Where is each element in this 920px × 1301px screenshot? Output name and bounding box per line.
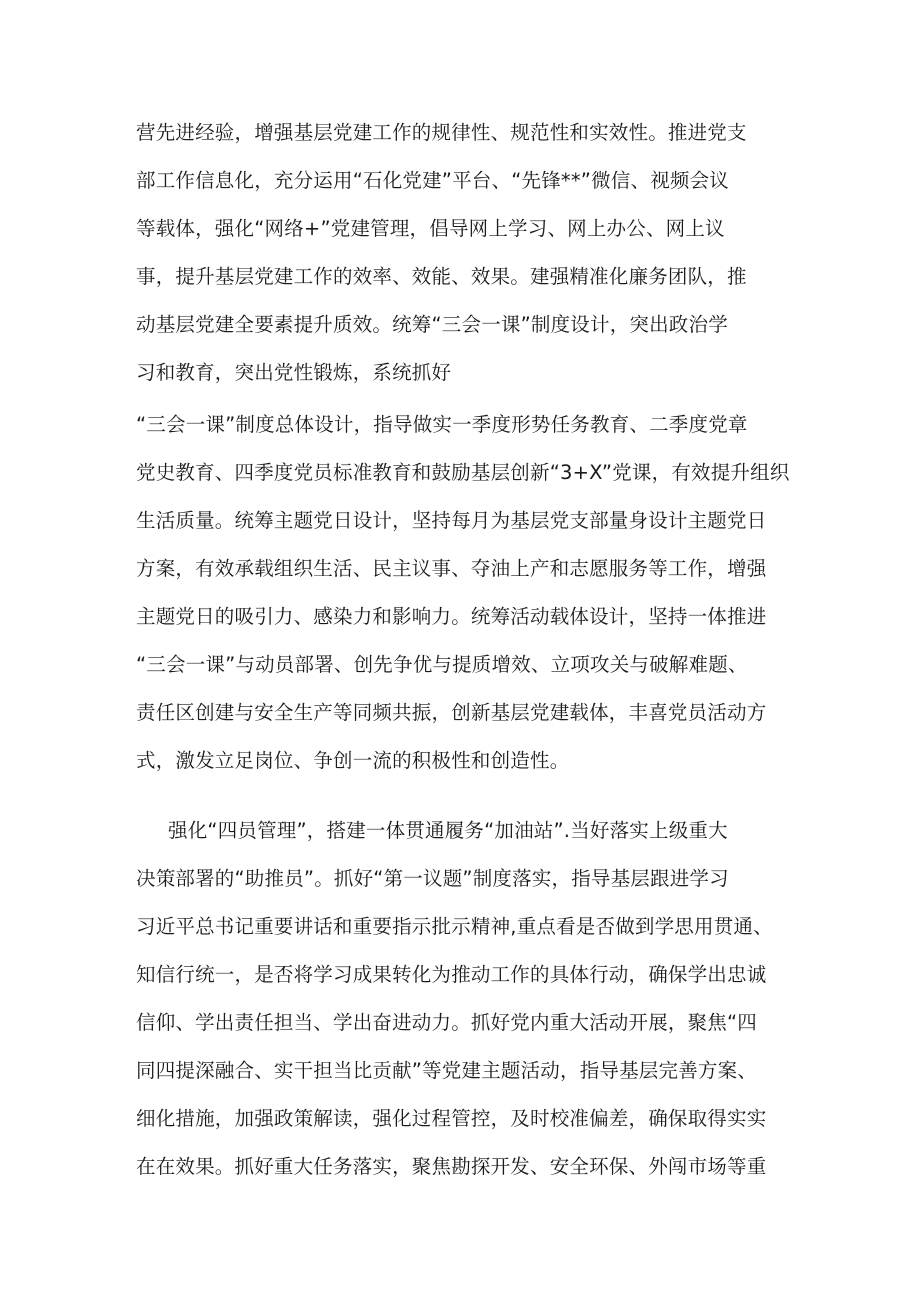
text-line: 信仰、学出责任担当、学出奋进动力。抓好党内重大活动开展，聚焦“四 — [136, 1011, 758, 1034]
text-line: 习和教育，突出党性锻炼，系统抓好 — [136, 361, 452, 384]
text-line: 党史教育、四季度党员标准教育和鼓励基层创新“3+X”党课，有效提升组织 — [136, 461, 790, 484]
text-line: 责任区创建与安全生产等同频共振，创新基层党建载体，丰喜党员活动方 — [136, 701, 767, 724]
text-line: “三会一课”与动员部署、创先争优与提质增效、立项攻关与破解难题、 — [136, 653, 748, 676]
text-line: 同四提深融合、实干担当比贡献”等党建主题活动，指导基层完善方案、 — [136, 1059, 758, 1082]
text-line: 营先进经验，增强基层党建工作的规律性、规范性和实效性。推进党支 — [136, 121, 747, 144]
text-line: 决策部署的“助推员”。抓好“第一议题”制度落实，指导基层跟进学习 — [136, 867, 729, 890]
text-line: 方案，有效承载组织生活、民主议事、夺油上产和志愿服务等工作，增强 — [136, 557, 767, 580]
text-line: 在在效果。抓好重大任务落实，聚焦勘探开发、安全环保、外闯市场等重 — [136, 1155, 767, 1178]
text-line: 式，激发立足岗位、争创一流的积极性和创造性。 — [136, 749, 570, 772]
text-line: 知信行统一，是否将学习成果转化为推动工作的具体行动，确保学出忠诚 — [136, 963, 767, 986]
text-line: 主题党日的吸引力、感染力和影响力。统筹活动载体设计，坚持一体推进 — [136, 605, 767, 628]
text-line: 部工作信息化，充分运用“石化党建”平台、“先锋**”微信、视频会议 — [136, 169, 730, 192]
text-line: 动基层党建全要素提升质效。统筹“三会一课”制度设计，突出政治学 — [136, 313, 728, 336]
text-line: 等载体，强化“网络+”党建管理，倡导网上学习、网上办公、网上议 — [136, 217, 725, 240]
text-line: 强化“四员管理”，搭建一体贯通履务“加油站”.当好落实上级重大 — [168, 819, 728, 842]
text-line: 事，提升基层党建工作的效率、效能、效果。建强精准化廉务团队，推 — [136, 265, 747, 288]
text-line: 细化措施，加强政策解读，强化过程管控，及时校准偏差，确保取得实实 — [136, 1107, 767, 1130]
text-line: “三会一课”制度总体设计，指导做实一季度形势任务教育、二季度党章 — [136, 413, 748, 436]
text-line: 生活质量。统筹主题党日设计，坚持每月为基层党支部量身设计主题党日 — [136, 509, 767, 532]
text-line: 习近平总书记重要讲话和重要指示批示精神,重点看是否做到学思用贯通、 — [136, 915, 773, 938]
